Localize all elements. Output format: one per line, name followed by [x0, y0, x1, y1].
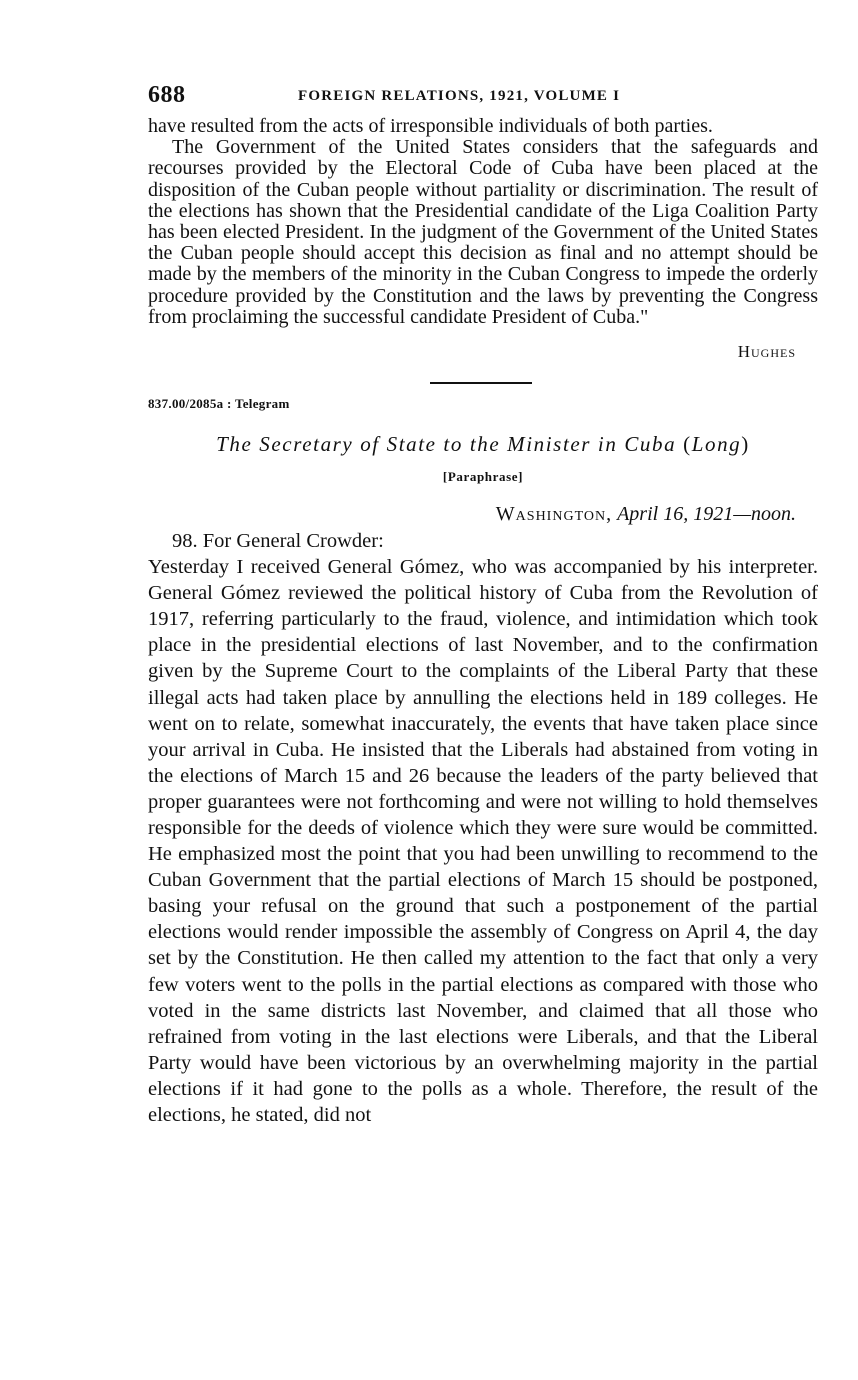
running-title: FOREIGN RELATIONS, 1921, VOLUME I	[298, 88, 621, 104]
file-reference: 837.00/2085a : Telegram	[148, 396, 290, 412]
document-title-name: Long	[691, 432, 742, 457]
salutation: 98. For General Crowder:	[172, 530, 384, 553]
page-number: 688	[148, 82, 186, 108]
continuation-paragraph: have resulted from the acts of irresponsible individuals of both parties.	[148, 115, 713, 137]
section-divider	[430, 382, 532, 384]
continuation-paragraph-2: The Government of the United States considers that the safeguards and recourses provided by the Electoral Code of Cuba have been placed at the disposition of the Cuban people without partiality or discrimination. The result of the elections has shown that the Presidential candidate of the Liga Coalition Party has been elected President. In the judgment of the Government of the United States the Cuban people should accept this decision as final and no attempt should be made by the members of the minority in the Cuban Congress to impede the orderly procedure provided by the Constitution and the laws by preventing the Congress from proclaiming the successful candidate President of Cuba."	[148, 136, 818, 328]
dateline-date: April 16, 1921—noon.	[617, 503, 796, 526]
dateline	[148, 503, 818, 526]
body-paragraph: Yesterday I received General Gómez, who was accompanied by his interpreter. General Gómez reviewed the political history of Cuba from the Revolution of 1917, referring particularly to the fraud, violence, and intimidation which took place in the presidential elections of last November, and to the confirmation given by the Supreme Court to the complaints of the Liberal Party that these illegal acts had taken place by annulling the elections held in 189 colleges. He went on to relate, somewhat inaccurately, the events that have taken place since your arrival in Cuba. He insisted that the Liberals had abstained from voting in the elections of March 15 and 26 because the leaders of the party believed that proper guarantees were not forthcoming and were not willing to hold themselves responsible for the deeds of violence which they were sure would be committed. He emphasized most the point that you had been unwilling to recommend to the Cuban Government that the partial elections of March 15 should be postponed, basing your refusal on the ground that such a postponement of the partial elections would render impossible the assembly of Congress on April 4, the day set by the Constitution. He then called my attention to the fact that only a very few voters went to the polls in the partial elections as compared with those who voted in the same districts last November, and claimed that all those who refrained from voting in the last elections were Liberals, and that the Liberal Party would have been victorious by an overwhelming majority in the partial elections if it had gone to the polls as a whole. Therefore, the result of the elections, he stated, did not	[148, 556, 818, 1126]
running-header	[148, 82, 818, 116]
document-page	[148, 82, 818, 1128]
paraphrase-label: [Paraphrase]	[442, 469, 524, 485]
dateline-place: Washington,	[495, 503, 613, 526]
document-title: The Secretary of State to the Minister in Cuba (Long)	[216, 432, 750, 457]
document-title-text: The Secretary of State to the Minister in Cuba	[216, 432, 677, 457]
signature: Hughes	[737, 342, 796, 362]
